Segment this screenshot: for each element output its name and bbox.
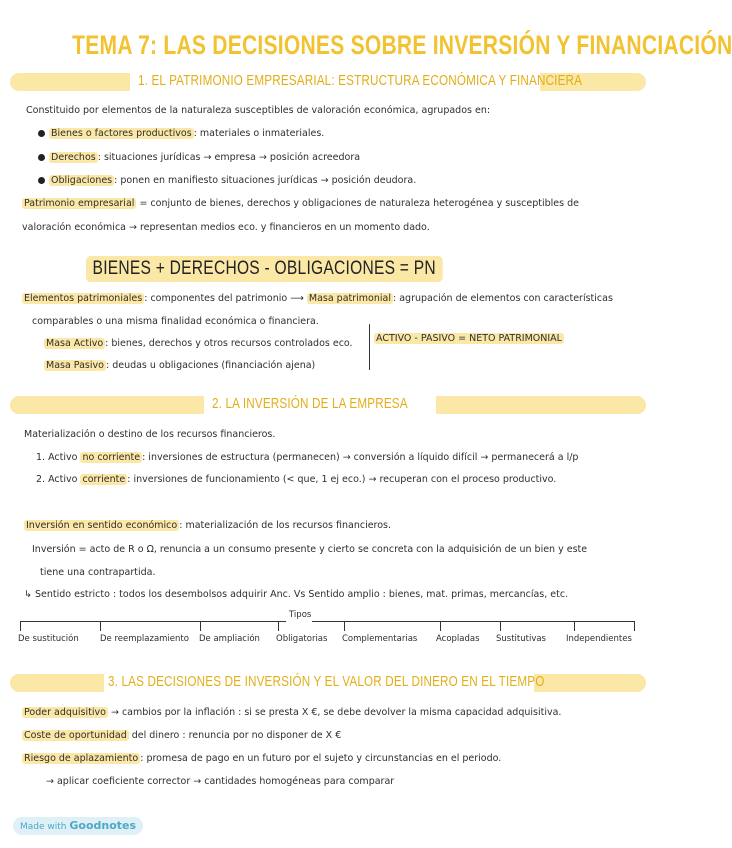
types-tick-3 [200,621,201,631]
term-inversion-economico: Inversión en sentido económico [26,520,178,531]
term-masa-pasivo: Masa Pasivo [46,360,104,371]
s1-patrimonio-line2: valoración económica → representan medios eco. y financieros en un momento dado. [22,222,430,233]
term-derechos: Derechos [51,152,96,163]
def-bienes: : materiales o inmateriales. [193,128,325,139]
def-poder-adquisitivo: → cambios por la inflación : si se presta X €, se debe devolver la misma capacidad adquisitiva. [110,707,562,718]
s2-l2-pre: 2. Activo [36,474,78,485]
section-2-heading: 2. LA INVERSIÓN DE LA EMPRESA [212,395,408,412]
def-derechos: : situaciones jurídicas → empresa → posición acreedora [97,152,361,163]
term-riesgo-aplazamiento: Riesgo de aplazamiento [24,753,139,764]
types-label: Tipos [289,610,312,620]
type-independientes: Independientes [566,634,632,644]
bracket-right [369,324,370,370]
types-tick-8 [574,621,575,631]
s1-elementos-line1 [22,293,613,304]
s2-line-1 [36,452,578,463]
def-inversion-economico: : materialización de los recursos financieros. [179,520,392,531]
made-with-text: Made with [20,822,67,832]
bullet-icon [38,130,45,137]
s1-elementos-line2: comparables o una misma finalidad económica o financiera. [32,316,319,327]
term-elementos: Elementos patrimoniales [24,293,143,304]
s2-inversion-economico [24,520,391,531]
types-tick-5 [344,621,345,631]
types-tick-7 [500,621,501,631]
goodnotes-logo-text: Goodnotes [69,819,137,832]
def-masa-pasivo: : deudas u obligaciones (financiación ajena) [105,360,316,371]
types-line-left [20,621,286,622]
type-obligatorias: Obligatorias [276,634,328,644]
s1-bullet-1 [38,128,324,139]
s1-masa-pasivo [44,360,315,371]
formula-text: ACTIVO - PASIVO = NETO PATRIMONIAL [376,333,562,344]
def-patrimonio-1: = conjunto de bienes, derechos y obligaciones de naturaleza heterogénea y susceptibles de [139,198,579,209]
s2-inversion-line1: Inversión = acto de R o Ω, renuncia a un consumo presente y cierto se concreta con la adquisición de un bien y este [32,544,588,555]
def-masa-patrimonial: : agrupación de elementos con características [393,293,613,304]
def-coste-oportunidad: del dinero : renuncia por no disponer de X € [131,730,342,741]
types-tick-1 [20,621,21,631]
term-coste-oportunidad: Coste de oportunidad [24,730,127,741]
type-acopladas: Acopladas [436,634,480,644]
term-corriente: corriente [82,474,126,485]
s2-l1-post: : inversiones de estructura (permanecen) → conversión a líquido difícil → permanecerá a l/p [142,452,579,463]
term-masa-activo: Masa Activo [46,338,104,349]
equation-box: BIENES + DERECHOS - OBLIGACIONES = PN [86,256,442,282]
bullet-icon [38,154,45,161]
section-1-heading: 1. EL PATRIMONIO EMPRESARIAL: ESTRUCTURA ECONÓMICA Y FINANCIERA [138,72,583,89]
types-tick-6 [440,621,441,631]
term-poder-adquisitivo: Poder adquisitivo [24,707,106,718]
s3-coste-oportunidad [22,730,341,741]
page-title: TEMA 7: LAS DECISIONES SOBRE INVERSIÓN Y FINANCIACIÓN [72,30,732,60]
s3-aplicar: → aplicar coeficiente corrector → cantidades homogéneas para comparar [46,776,395,787]
type-reemplazamiento: De reemplazamiento [100,634,189,644]
types-tick-9 [634,621,635,631]
s3-riesgo-aplazamiento [22,753,501,764]
s1-bullet-2 [38,152,360,163]
goodnotes-badge [13,817,143,835]
s3-poder-adquisitivo [22,707,561,718]
s2-line-2 [36,474,556,485]
bullet-icon [38,177,45,184]
types-line-right [312,621,634,622]
type-sustitutivas: Sustitutivas [496,634,546,644]
term-bienes: Bienes o factores productivos [51,128,192,139]
s1-bullet-3 [38,175,416,186]
formula-activo-pasivo [374,333,564,344]
type-complementarias: Complementarias [342,634,418,644]
s2-l1-pre: 1. Activo [36,452,78,463]
s2-sentido: ↳ Sentido estricto : todos los desembolsos adquirir Anc. Vs Sentido amplio : bienes, mat. primas, mercancías, etc. [24,589,569,600]
s2-intro: Materialización o destino de los recursos financieros. [24,429,276,440]
s1-masa-activo [44,338,353,349]
term-obligaciones: Obligaciones [51,175,113,186]
type-sustitucion: De sustitución [18,634,79,644]
def-obligaciones: : ponen en manifiesto situaciones jurídicas → posición deudora. [114,175,417,186]
s1-patrimonio-line1 [22,198,579,209]
s1-intro: Constituido por elementos de la naturaleza susceptibles de valoración económica, agrupados en: [26,105,491,116]
def-elementos: : componentes del patrimonio ⟶ [144,293,304,304]
def-masa-activo: : bienes, derechos y otros recursos controlados eco. [105,338,353,349]
types-tick-2 [100,621,101,631]
section-3-heading: 3. LAS DECISIONES DE INVERSIÓN Y EL VALOR DEL DINERO EN EL TIEMPO [108,673,545,690]
type-ampliacion: De ampliación [199,634,260,644]
types-tick-4 [278,621,279,631]
s2-inversion-line2: tiene una contrapartida. [40,567,156,578]
def-riesgo-aplazamiento: : promesa de pago en un futuro por el sujeto y circunstancias en el periodo. [140,753,502,764]
term-masa-patrimonial: Masa patrimonial [308,293,391,304]
term-no-corriente: no corriente [82,452,141,463]
term-patrimonio: Patrimonio empresarial [24,198,135,209]
s2-l2-post: : inversiones de funcionamiento (< que, 1 ej eco.) → recuperan con el proceso productivo. [127,474,557,485]
